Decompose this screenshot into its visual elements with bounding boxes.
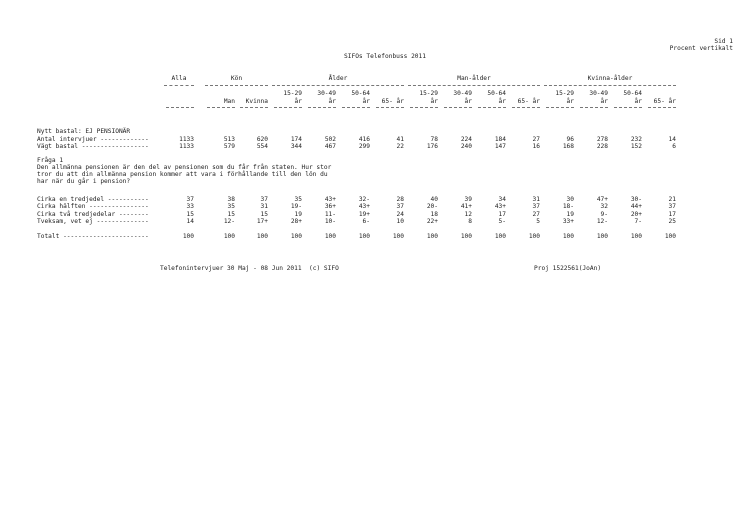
answer-row-value: 19- [290, 203, 302, 211]
base-row-value: 168 [562, 143, 574, 150]
base-row-value: 1133 [179, 136, 194, 143]
answer-row-value: 35 [294, 196, 302, 203]
base-row-value: 14 [668, 136, 676, 143]
base-row-value: 27 [532, 136, 540, 143]
answer-row-value: 44+ [630, 203, 642, 211]
answer-row-value: 19 [566, 210, 574, 218]
footer-left: Telefonintervjuer 30 Maj - 08 Jun 2011 (c) SIFO [160, 265, 339, 272]
column-header-top: 15-29 [419, 90, 438, 97]
answer-row-value: 10- [324, 218, 336, 226]
column-header-top: 30-49 [317, 90, 336, 97]
column-header: Man [223, 98, 235, 105]
column-header: år [464, 98, 472, 105]
answer-row-label: Cirka två tredjedelar -------- [37, 210, 149, 218]
group-header: Man-ålder [457, 75, 491, 82]
base-row-value: 184 [494, 136, 506, 143]
column-header: år [498, 98, 506, 105]
group-header: Kön [230, 75, 243, 82]
total-row-value: 100 [290, 233, 302, 240]
total-row-value: 100 [392, 233, 404, 240]
answer-row-value: 30 [566, 196, 574, 203]
base-title: Nytt bastal: EJ PENSIONÄR [37, 128, 131, 135]
question-text: har när du går i pension? [37, 178, 131, 185]
column-rule [166, 107, 194, 108]
column-header-top: 15-29 [555, 90, 574, 97]
base-row-value: 278 [596, 136, 608, 143]
column-rule [444, 107, 472, 108]
column-header: år [362, 98, 370, 105]
answer-row-value: 32 [600, 203, 608, 211]
column-header-top: 50-64 [623, 90, 642, 97]
answer-row-value: 18 [430, 210, 438, 218]
total-row-value: 100 [426, 233, 438, 240]
base-row-label: Vägt bastal ------------------ [37, 143, 149, 150]
base-row-value: 96 [566, 136, 574, 143]
question-text: tror du att din allmänna pension kommer att vara i förhållande till den lön du [37, 171, 328, 178]
base-row-value: 174 [290, 136, 302, 143]
column-rule [512, 107, 540, 108]
answer-row-label: Cirka hälften ---------------- [37, 203, 149, 211]
answer-row-value: 21 [668, 196, 676, 203]
base-row-value: 176 [426, 143, 438, 150]
base-row-label: Antal intervjuer ------------- [37, 136, 149, 143]
column-header: år [566, 98, 574, 105]
page-number: Sid 1 [714, 38, 733, 45]
answer-row-value: 32- [358, 196, 370, 203]
answer-row-label: Cirka en tredjedel ----------- [37, 196, 149, 203]
base-row-value: 620 [256, 136, 268, 143]
answer-row-value: 19+ [358, 210, 370, 218]
base-row-value: 78 [430, 136, 438, 143]
group-header: Kvinna-ålder [587, 75, 633, 82]
answer-row-value: 18- [562, 203, 574, 211]
base-row-value: 232 [630, 136, 642, 143]
answer-row-value: 19 [294, 210, 302, 218]
group-rule [544, 85, 676, 86]
answer-row-value: 37 [186, 196, 194, 203]
total-row-value: 100 [664, 233, 676, 240]
answer-row-value: 25 [668, 218, 676, 226]
answer-row-value: 37 [668, 203, 676, 211]
column-header-top: 30-49 [589, 90, 608, 97]
base-row-value: 228 [596, 143, 608, 150]
answer-row-value: 28+ [290, 218, 302, 226]
answer-row-value: 5- [498, 218, 506, 226]
base-row-value: 299 [358, 143, 370, 150]
answer-row-value: 11- [324, 210, 336, 218]
column-header: år [294, 98, 302, 105]
answer-row-value: 37 [532, 203, 540, 211]
answer-row-value: 24 [396, 210, 404, 218]
base-row-value: 240 [460, 143, 472, 150]
total-row-value: 100 [596, 233, 608, 240]
percent-note: Procent vertikalt [669, 45, 733, 52]
group-rule [408, 85, 540, 86]
total-row-value: 100 [460, 233, 472, 240]
group-rule [164, 85, 194, 86]
base-row-value: 467 [324, 143, 336, 150]
answer-row-value: 38 [227, 196, 235, 203]
answer-row-value: 37 [396, 203, 404, 211]
answer-row-value: 15 [186, 210, 194, 218]
base-row-value: 152 [630, 143, 642, 150]
group-rule [205, 85, 268, 86]
total-row-value: 100 [528, 233, 540, 240]
answer-row-value: 22+ [426, 218, 438, 226]
answer-row-value: 37 [260, 196, 268, 203]
answer-row-value: 17 [668, 210, 676, 218]
base-row-value: 147 [494, 143, 506, 150]
answer-row-value: 39 [464, 196, 472, 203]
answer-row-value: 8 [468, 218, 472, 226]
column-header: år [430, 98, 438, 105]
column-header-top: 50-64 [487, 90, 506, 97]
column-header-top: 50-64 [351, 90, 370, 97]
answer-row-value: 35 [227, 203, 235, 211]
answer-row-value: 34 [498, 196, 506, 203]
base-row-value: 344 [290, 143, 302, 150]
group-rule [272, 85, 404, 86]
question-text: Den allmänna pensionen är den del av pensionen som du får från staten. Hur stor [37, 164, 332, 171]
base-row-value: 416 [358, 136, 370, 143]
footer-right: Proj 1522561(JoAn) [534, 265, 602, 272]
column-header: Kvinna [245, 98, 268, 105]
base-row-value: 6 [672, 143, 676, 150]
answer-row-value: 15 [227, 210, 235, 218]
report-title: SIFOs Telefonbuss 2011 [344, 53, 426, 60]
total-row-value: 100 [562, 233, 574, 240]
total-row-value: 100 [223, 233, 235, 240]
base-row-value: 1133 [179, 143, 194, 150]
column-rule [648, 107, 676, 108]
total-row-value: 100 [358, 233, 370, 240]
answer-row-value: 36+ [324, 203, 336, 211]
column-rule [580, 107, 608, 108]
question-number: Fråga 1 [37, 157, 64, 164]
answer-row-value: 9- [600, 210, 608, 218]
group-header: Alla [171, 75, 187, 82]
total-row-value: 100 [494, 233, 506, 240]
answer-row-value: 15 [260, 210, 268, 218]
column-header: år [634, 98, 642, 105]
base-row-value: 224 [460, 136, 472, 143]
base-row-value: 22 [396, 143, 404, 150]
answer-row-value: 27 [532, 210, 540, 218]
total-row-value: 100 [182, 233, 194, 240]
answer-row-value: 12- [596, 218, 608, 226]
answer-row-value: 33 [186, 203, 194, 211]
answer-row-value: 14 [186, 218, 194, 226]
answer-row-value: 20- [426, 203, 438, 211]
column-header-top: 15-29 [283, 90, 302, 97]
answer-row-value: 10 [396, 218, 404, 226]
total-row-value: 100 [324, 233, 336, 240]
column-rule [240, 107, 268, 108]
answer-row-value: 43+ [358, 203, 370, 211]
column-rule [410, 107, 438, 108]
base-row-value: 502 [324, 136, 336, 143]
answer-row-value: 12- [223, 218, 235, 226]
answer-row-value: 31 [532, 196, 540, 203]
column-rule [478, 107, 506, 108]
answer-row-value: 43+ [324, 196, 336, 203]
base-row-value: 16 [532, 143, 540, 150]
answer-row-value: 6- [362, 218, 370, 226]
answer-row-value: 30- [630, 196, 642, 203]
column-rule [342, 107, 370, 108]
answer-row-value: 17 [498, 210, 506, 218]
answer-row-value: 20+ [630, 210, 642, 218]
answer-row-value: 7- [634, 218, 642, 226]
column-header-top: 30-49 [453, 90, 472, 97]
answer-row-value: 33+ [562, 218, 574, 226]
answer-row-value: 12 [464, 210, 472, 218]
answer-row-value: 47+ [596, 196, 608, 203]
column-header: år [328, 98, 336, 105]
total-row-value: 100 [256, 233, 268, 240]
group-header: Ålder [328, 75, 348, 82]
column-rule [207, 107, 235, 108]
column-header: år [600, 98, 608, 105]
answer-row-value: 5 [536, 218, 540, 226]
answer-row-value: 17+ [256, 218, 268, 226]
column-rule [274, 107, 302, 108]
base-row-value: 513 [223, 136, 235, 143]
answer-row-value: 40 [430, 196, 438, 203]
column-header: 65- år [381, 98, 404, 105]
column-rule [376, 107, 404, 108]
answer-row-value: 28 [396, 196, 404, 203]
total-row-value: 100 [630, 233, 642, 240]
column-header: 65- år [517, 98, 540, 105]
answer-row-label: Tveksam, vet ej -------------- [37, 218, 149, 226]
column-rule [614, 107, 642, 108]
base-row-value: 41 [396, 136, 404, 143]
base-row-value: 554 [256, 143, 268, 150]
total-row-label: Totalt ----------------------- [37, 233, 149, 240]
column-header: 65- år [653, 98, 676, 105]
base-row-value: 579 [223, 143, 235, 150]
column-rule [308, 107, 336, 108]
column-rule [546, 107, 574, 108]
answer-row-value: 43+ [494, 203, 506, 211]
answer-row-value: 31 [260, 203, 268, 211]
answer-row-value: 41+ [460, 203, 472, 211]
